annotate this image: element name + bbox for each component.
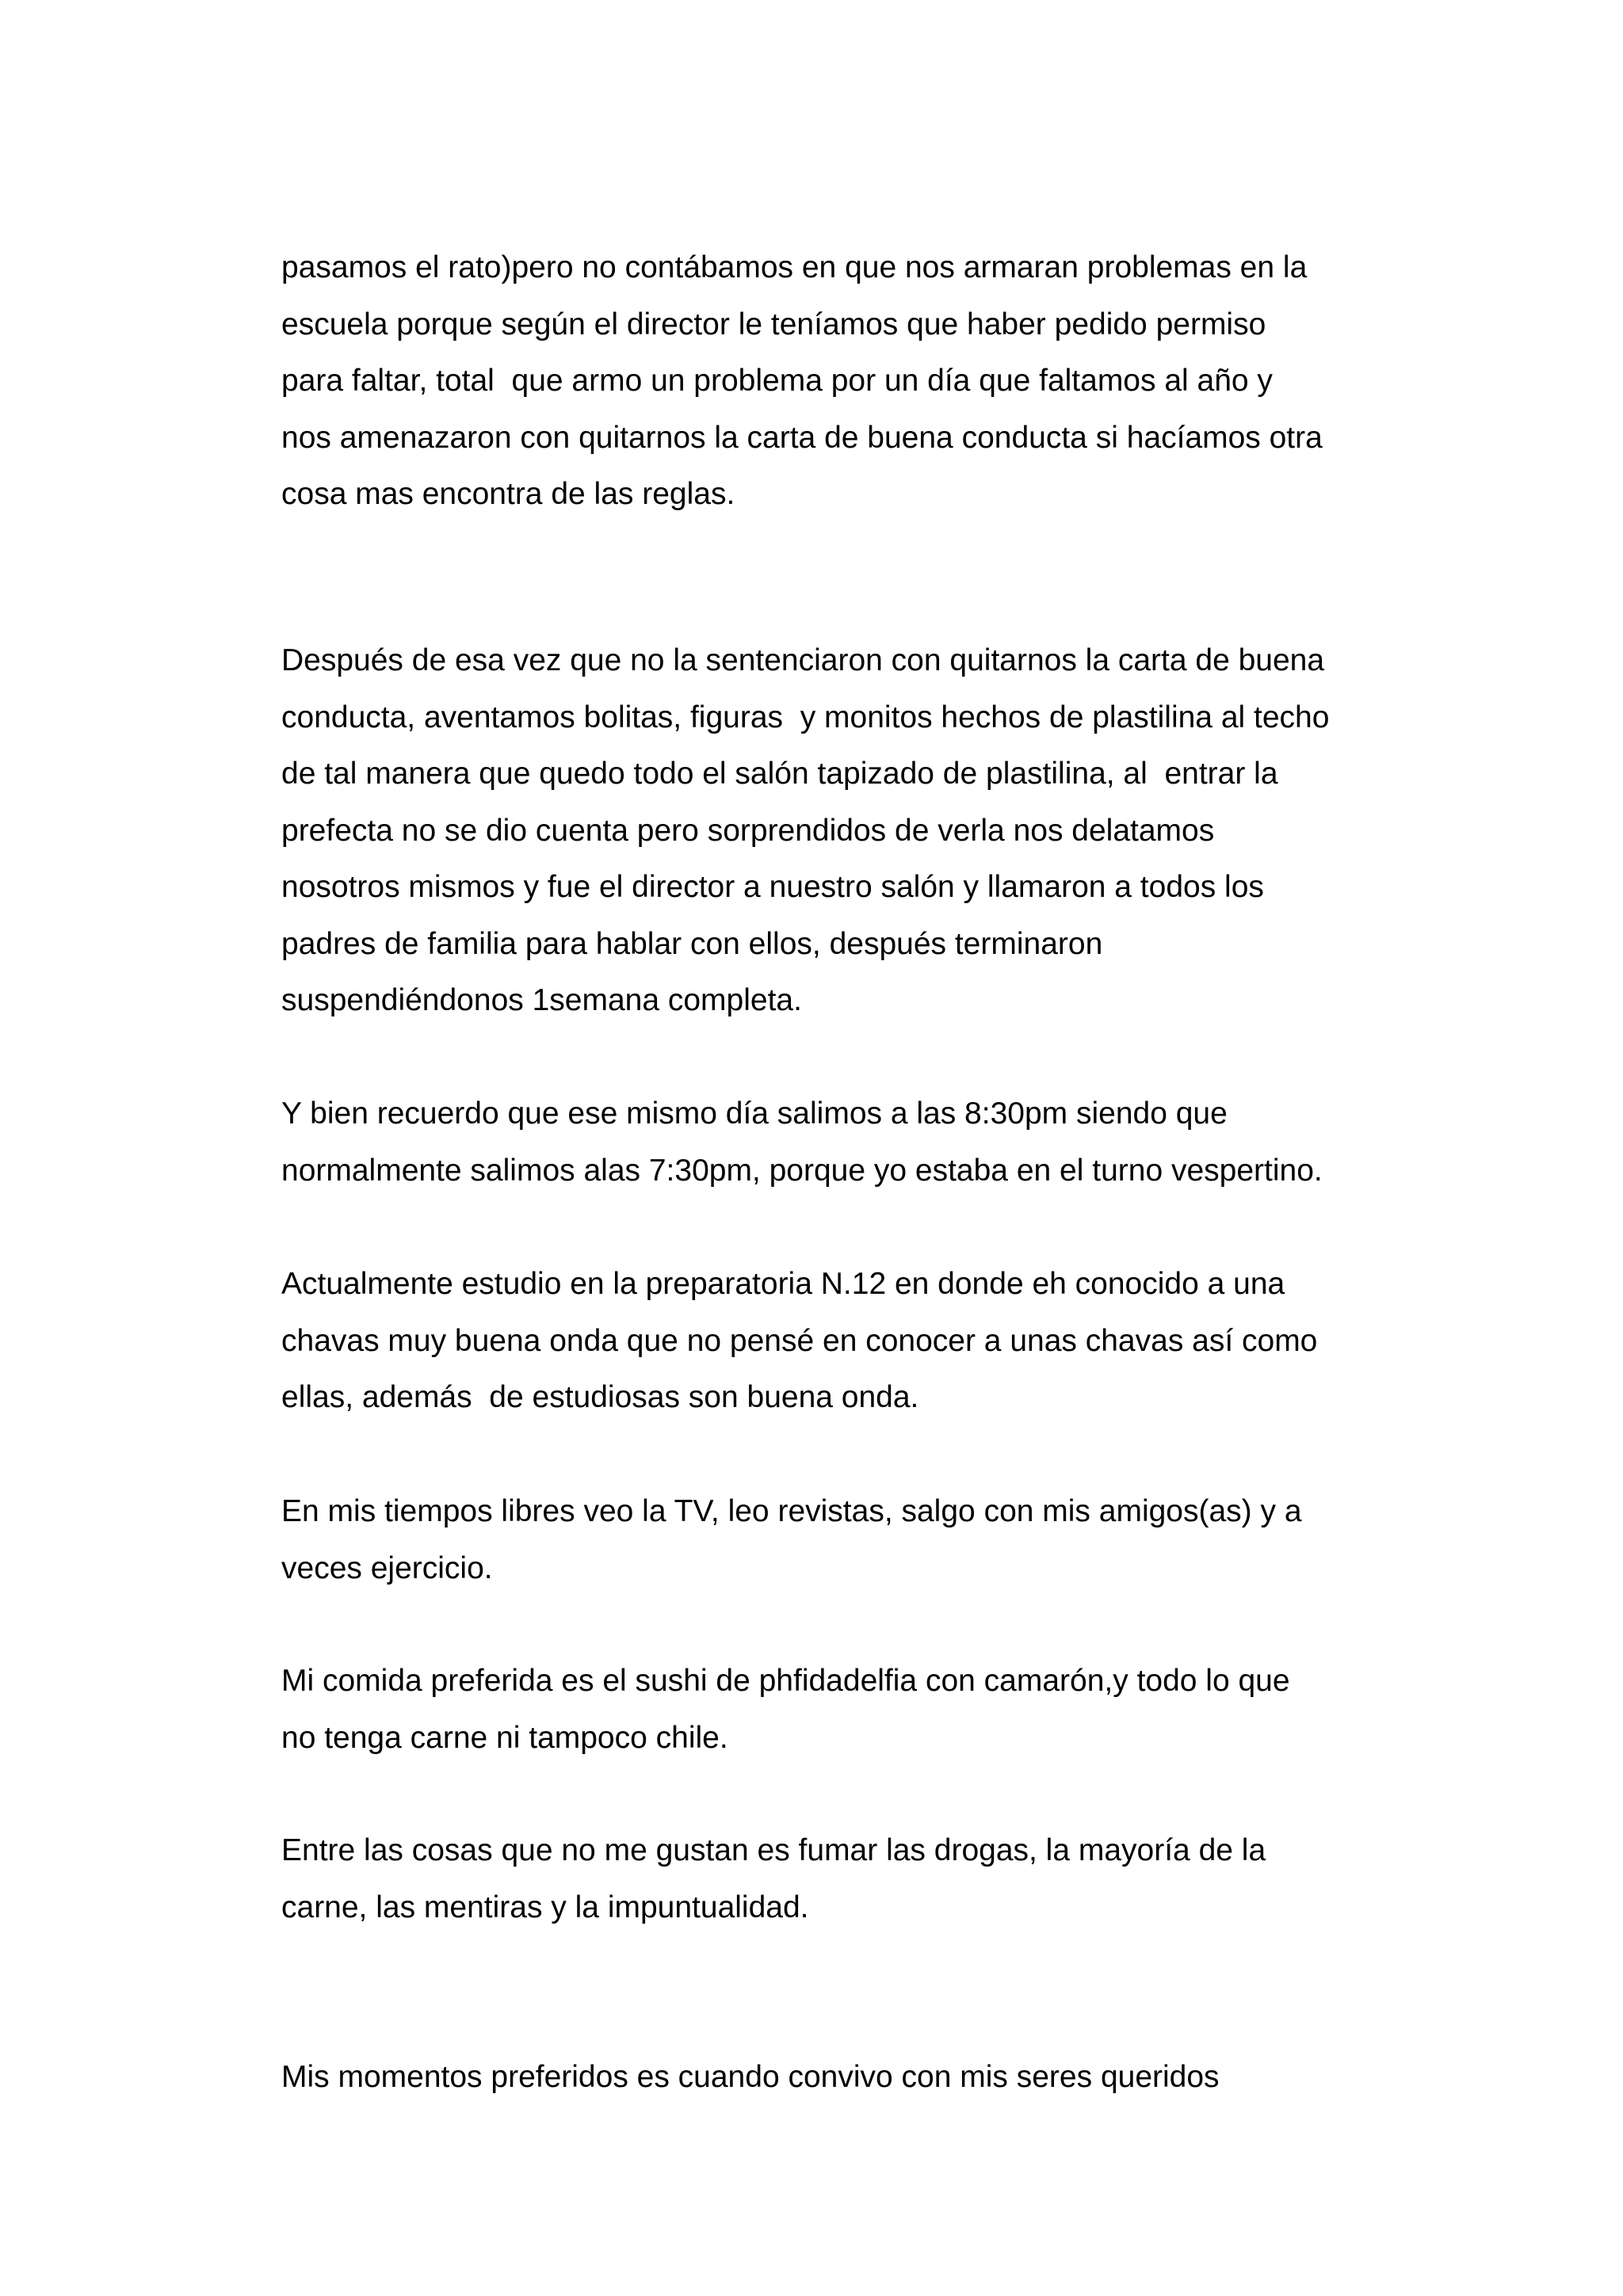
text-line: ellas, además de estudiosas son buena onda. xyxy=(281,1380,919,1414)
text-line: chavas muy buena onda que no pensé en conocer a unas chavas así como xyxy=(281,1323,1318,1358)
paragraph-6 xyxy=(281,1653,1407,1766)
text-line: pasamos el rato)pero no contábamos en que nos armaran problemas en la xyxy=(281,250,1308,284)
text-line: veces ejercicio. xyxy=(281,1550,493,1585)
text-line: escuela porque según el director le teníamos que haber pedido permiso xyxy=(281,307,1266,341)
paragraph-5 xyxy=(281,1483,1407,1596)
text-line: conducta, aventamos bolitas, figuras y monitos hechos de plastilina al techo xyxy=(281,700,1330,734)
text-line: prefecta no se dio cuenta pero sorprendidos de verla nos delatamos xyxy=(281,813,1215,848)
text-line: En mis tiempos libres veo la TV, leo revistas, salgo con mis amigos(as) y a xyxy=(281,1494,1302,1528)
paragraph-4 xyxy=(281,1256,1407,1426)
paragraph-1 xyxy=(281,239,1407,523)
text-line: nos amenazaron con quitarnos la carta de buena conducta si hacíamos otra xyxy=(281,420,1323,455)
paragraph-2 xyxy=(281,632,1407,1029)
text-line: carne, las mentiras y la impuntualidad. xyxy=(281,1890,809,1924)
text-line: Actualmente estudio en la preparatoria N.12 en donde eh conocido a una xyxy=(281,1267,1285,1301)
paragraph-3 xyxy=(281,1085,1407,1199)
text-line: Entre las cosas que no me gustan es fumar las drogas, la mayoría de la xyxy=(281,1833,1266,1867)
text-line: nosotros mismos y fue el director a nuestro salón y llamaron a todos los xyxy=(281,870,1264,904)
text-line: Mi comida preferida es el sushi de phfidadelfia con camarón,y todo lo que xyxy=(281,1664,1290,1698)
paragraph-7 xyxy=(281,1822,1407,1936)
text-line: para faltar, total que armo un problema por un día que faltamos al año y xyxy=(281,364,1273,398)
text-line: normalmente salimos alas 7:30pm, porque yo estaba en el turno vespertino. xyxy=(281,1153,1323,1188)
text-line: cosa mas encontra de las reglas. xyxy=(281,477,735,511)
paragraph-8 xyxy=(281,2049,1407,2106)
text-line: Mis momentos preferidos es cuando convivo con mis seres queridos xyxy=(281,2060,1220,2094)
text-line: de tal manera que quedo todo el salón tapizado de plastilina, al entrar la xyxy=(281,757,1278,791)
text-line: no tenga carne ni tampoco chile. xyxy=(281,1720,728,1755)
text-line: Después de esa vez que no la sentenciaron con quitarnos la carta de buena xyxy=(281,643,1325,677)
text-line: padres de familia para hablar con ellos, después terminaron xyxy=(281,926,1103,961)
text-line: Y bien recuerdo que ese mismo día salimos a las 8:30pm siendo que xyxy=(281,1097,1228,1131)
text-line: suspendiéndonos 1semana completa. xyxy=(281,983,802,1017)
